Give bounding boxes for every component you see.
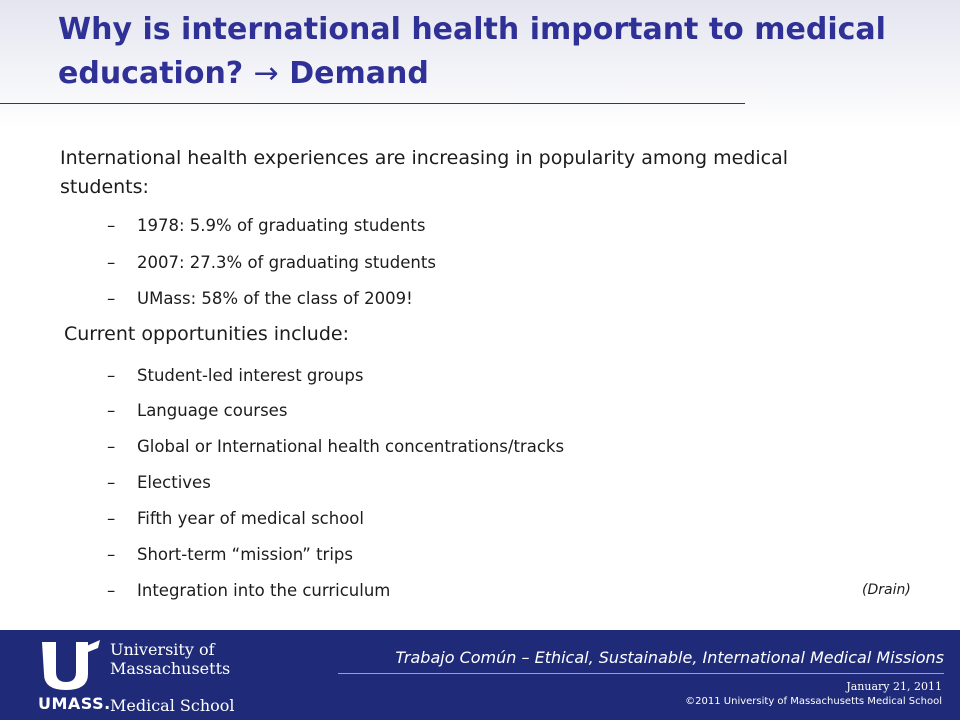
dash: – xyxy=(107,401,116,420)
title-divider xyxy=(0,103,745,104)
opportunity-item: Short-term “mission” trips xyxy=(137,545,353,564)
opportunity-item: Integration into the curriculum xyxy=(137,581,391,600)
list-item xyxy=(107,437,564,456)
stat-umass: UMass: 58% of the class of 2009! xyxy=(137,289,413,308)
stat-2007: 2007: 27.3% of graduating students xyxy=(137,253,436,272)
list-item xyxy=(107,253,436,272)
intro-text: International health experiences are increasing in popularity among medical students: xyxy=(60,147,789,198)
list-item xyxy=(107,401,287,420)
title-line-1: Why is international health important to medical xyxy=(58,12,886,47)
logo-line-1: University of xyxy=(110,640,215,659)
footer-title: Trabajo Común – Ethical, Sustainable, International Medical Missions xyxy=(395,648,944,667)
slide-title xyxy=(58,8,938,96)
dash: – xyxy=(107,289,116,308)
opportunity-item: Language courses xyxy=(137,401,288,420)
stat-1978: 1978: 5.9% of graduating students xyxy=(137,216,426,235)
logo-university-text xyxy=(110,640,230,678)
footer-bar xyxy=(0,630,960,720)
dash: – xyxy=(107,366,116,385)
title-demand: Demand xyxy=(278,56,429,91)
dash: – xyxy=(107,545,116,564)
opportunity-item: Electives xyxy=(137,473,211,492)
dash: – xyxy=(107,509,116,528)
logo-line-2: Massachusetts xyxy=(110,659,231,678)
opportunity-item: Student-led interest groups xyxy=(137,366,364,385)
title-line-2: education? xyxy=(58,56,254,91)
list-item xyxy=(107,366,363,385)
dash: – xyxy=(107,216,116,235)
list-item xyxy=(107,581,390,600)
umass-logo xyxy=(38,638,238,714)
logo-medical-school: Medical School xyxy=(110,696,235,715)
opportunities-heading: Current opportunities include: xyxy=(64,323,349,345)
list-item xyxy=(107,289,413,308)
opportunity-item: Global or International health concentrations/tracks xyxy=(137,437,565,456)
dash: – xyxy=(107,437,116,456)
list-item xyxy=(107,509,364,528)
footer-date: January 21, 2011 xyxy=(846,680,942,693)
logo-umass-wordmark: UMASS. xyxy=(38,694,111,713)
dash: – xyxy=(107,581,116,600)
dash: – xyxy=(107,473,116,492)
list-item xyxy=(107,473,211,492)
list-item xyxy=(107,216,425,235)
footer-copyright: ©2011 University of Massachusetts Medical School xyxy=(685,696,942,707)
footer-divider xyxy=(338,673,944,674)
dash: – xyxy=(107,253,116,272)
opportunity-item: Fifth year of medical school xyxy=(137,509,364,528)
source-note: (Drain) xyxy=(862,582,911,598)
list-item xyxy=(107,545,353,564)
umass-u-icon xyxy=(38,638,102,692)
arrow-icon: → xyxy=(253,56,279,91)
